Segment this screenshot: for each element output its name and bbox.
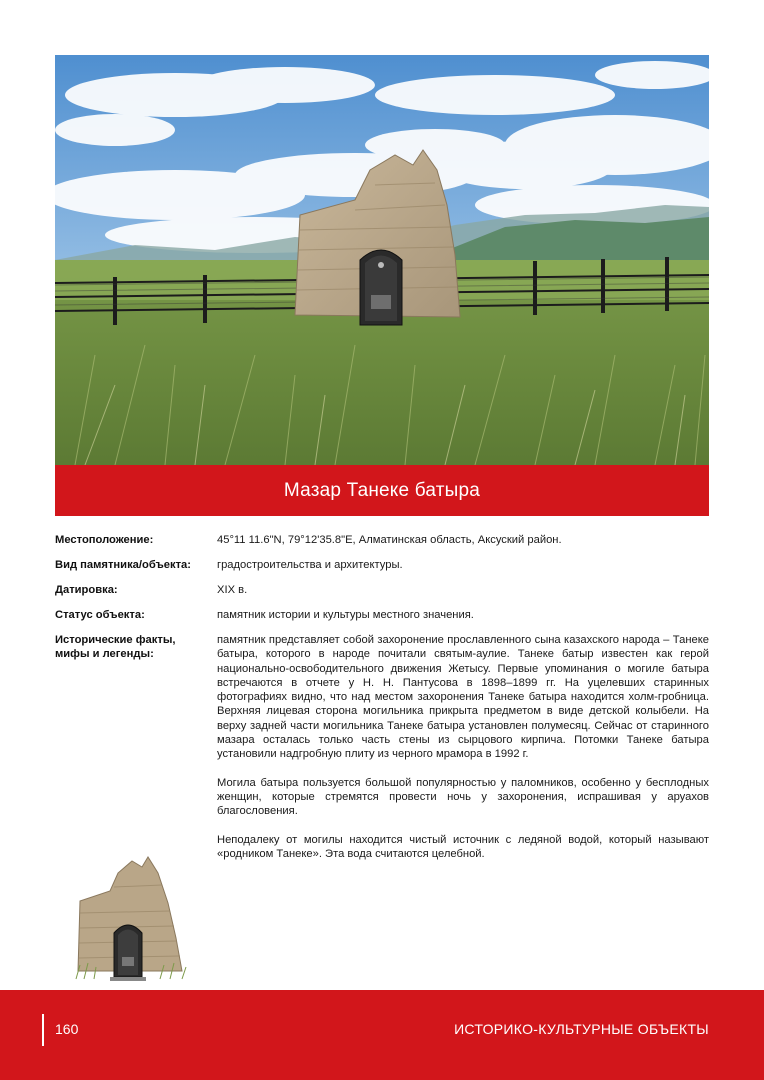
page-title: Мазар Танеке батыра: [283, 479, 481, 501]
field-value: [217, 633, 709, 875]
field-label: Датировка:: [55, 584, 118, 596]
field-value: градостроительства и архитектуры.: [217, 559, 403, 571]
field-value: памятник истории и культуры местного значения.: [217, 609, 474, 621]
field-label: Вид памятника/объекта:: [55, 559, 191, 571]
field-value: 45°11 11.6"N, 79°12'35.8"E, Алматинская область, Аксуский район.: [217, 534, 562, 546]
field-value: XIX в.: [217, 584, 248, 596]
page-footer: [0, 990, 764, 1080]
title-band: [55, 465, 709, 516]
field-label: Статус объекта:: [55, 609, 145, 621]
history-paragraph: памятник представляет собой захоронение прославленного сына казахского народа – Танеке батыра, которого в народе почитали святым-аулие. Танеке батыр известен как герой национально-освободительного движения Жетысу. Первые упоминания о могиле батыра встречаются в отчете у Н. Н. Пантусова в 1898–1899 гг. На уцелевших старинных фотографиях видно, что над местом захоронения Танеке батыра находится холм-гробница. Верхняя лицевая сторона могильника прикрыта предметом в виде детской колыбели. На верху задней части могильника Танеке батыра установлен полумесяц. Сейчас от старинного мазара осталась только часть стены из сырцового кирпича. Потомки Танеке батыра установили надгробную плиту из черного мрамора в 1992 г.: [217, 634, 709, 761]
page-number: 160: [55, 1021, 79, 1037]
field-label: Исторические факты, мифы и легенды:: [55, 634, 176, 661]
history-paragraph: Неподалеку от могилы находится чистый источник с ледяной водой, который называют «родником Танеке». Эта вода считаются целебной.: [217, 833, 709, 860]
field-label: Местоположение:: [55, 534, 154, 546]
history-paragraph: Могила батыра пользуется большой популярностью у паломников, особенно у бесплодных женщин, которые стремятся провести ночь у захоронения, испрашивая у аруахов благословения.: [217, 776, 709, 818]
footer-divider: [42, 1014, 44, 1046]
mausoleum-photo: [55, 55, 709, 465]
ruin-cutout-image: [70, 853, 192, 983]
section-title: ИСТОРИКО-КУЛЬТУРНЫЕ ОБЪЕКТЫ: [454, 1021, 709, 1037]
